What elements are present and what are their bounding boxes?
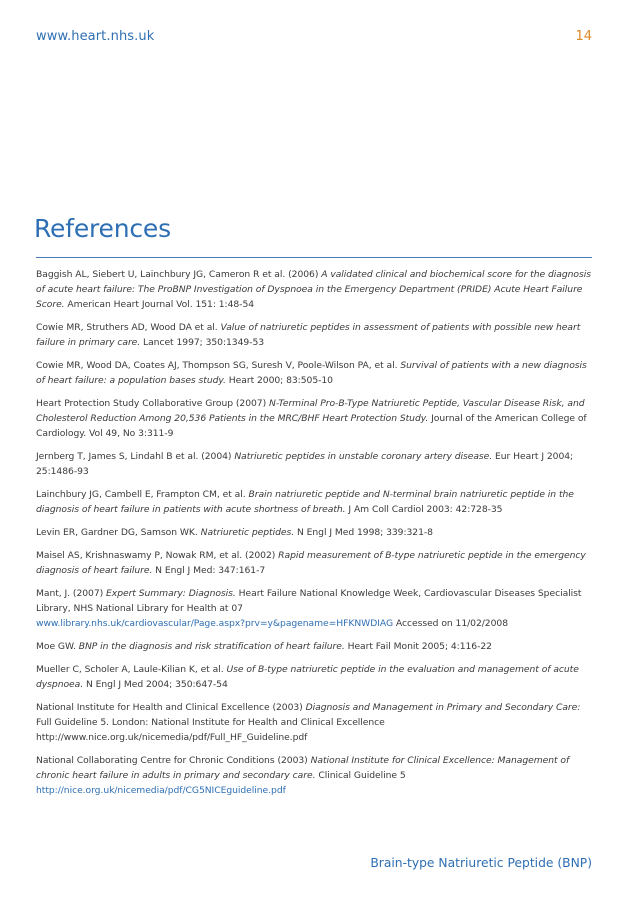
- title-divider: [36, 257, 592, 258]
- reference-source: Journal of the American College of Cardiology. Vol 49, No 3:311-9: [36, 413, 587, 439]
- reference-title: Natriuretic peptides.: [200, 527, 295, 538]
- reference-item: [36, 396, 596, 441]
- reference-link[interactable]: http://nice.org.uk/nicemedia/pdf/CG5NICEguideline.pdf: [36, 785, 286, 796]
- reference-authors: Lainchbury JG, Cambell E, Frampton CM, et al.: [36, 489, 249, 500]
- reference-title: National Institute for Clinical Excellence: Management of chronic heart failure in adults in primary and secondary care.: [36, 755, 570, 781]
- reference-source: Heart 2000; 83:505-10: [225, 375, 333, 386]
- reference-authors: Baggish AL, Siebert U, Lainchbury JG, Cameron R et al. (2006): [36, 269, 322, 280]
- reference-item: [36, 487, 596, 517]
- reference-source: American Heart Journal Vol. 151: 1:48-54: [64, 299, 255, 310]
- reference-authors: Jernberg T, James S, Lindahl B et al. (2004): [36, 451, 235, 462]
- page-title: References: [34, 214, 171, 243]
- reference-authors: Heart Protection Study Collaborative Group (2007): [36, 398, 269, 409]
- reference-title: Rapid measurement of B-type natriuretic peptide in the emergency diagnosis of heart failure.: [36, 550, 586, 576]
- reference-title: Value of natriuretic peptides in assessment of patients with possible new heart failure in primary care.: [36, 322, 581, 348]
- reference-authors: Mant, J. (2007): [36, 588, 107, 599]
- reference-title: BNP in the diagnosis and risk stratification of heart failure.: [78, 641, 345, 652]
- reference-title: N-Terminal Pro-B-Type Natriuretic Peptide, Vascular Disease Risk, and Cholesterol Reduction Among 20,536 Patients in the MRC/BHF Heart Protection Study.: [36, 398, 585, 424]
- reference-authors: Mueller C, Scholer A, Laule-Kilian K, et al.: [36, 664, 227, 675]
- footer-title: Brain-type Natriuretic Peptide (BNP): [370, 856, 592, 870]
- reference-source: N Engl J Med 1998; 339:321-8: [294, 527, 433, 538]
- reference-authors: National Collaborating Centre for Chronic Conditions (2003): [36, 755, 311, 766]
- page-number: 14: [575, 29, 592, 44]
- reference-source: Heart Failure National Knowledge Week, Cardiovascular Diseases Specialist Library, NHS National Library for Health at 07: [36, 588, 582, 614]
- reference-item: [36, 639, 596, 654]
- reference-item: [36, 662, 596, 692]
- reference-authors: Levin ER, Gardner DG, Samson WK.: [36, 527, 201, 538]
- reference-item: [36, 586, 596, 631]
- reference-title: Expert Summary: Diagnosis.: [106, 588, 236, 599]
- reference-accessed: Accessed on 11/02/2008: [393, 618, 508, 629]
- reference-title: A validated clinical and biochemical score for the diagnosis of acute heart failure: The ProBNP Investigation of Dyspnoea in the Emergency Department (PRIDE) Acute Heart Failure Score.: [36, 269, 591, 310]
- reference-item: [36, 753, 596, 798]
- reference-authors: Maisel AS, Krishnaswamy P, Nowak RM, et al. (2002): [36, 550, 279, 561]
- reference-authors: Cowie MR, Struthers AD, Wood DA et al.: [36, 322, 221, 333]
- reference-item: [36, 700, 596, 745]
- header-url[interactable]: www.heart.nhs.uk: [36, 29, 155, 44]
- reference-item: [36, 449, 596, 479]
- reference-item: [36, 358, 596, 388]
- reference-source: Lancet 1997; 350:1349-53: [140, 337, 265, 348]
- reference-title: Brain natriuretic peptide and N-terminal brain natriuretic peptide in the diagnosis of heart failure in patients with acute shortness of breath.: [36, 489, 574, 515]
- reference-authors: Cowie MR, Wood DA, Coates AJ, Thompson SG, Suresh V, Poole-Wilson PA, et al.: [36, 360, 401, 371]
- reference-url-text: http://www.nice.org.uk/nicemedia/pdf/Full_HF_Guideline.pdf: [36, 732, 308, 743]
- reference-source: J Am Coll Cardiol 2003: 42:728-35: [345, 504, 503, 515]
- reference-source: N Engl J Med 2004; 350:647-54: [83, 679, 228, 690]
- reference-title: Diagnosis and Management in Primary and Secondary Care:: [305, 702, 581, 713]
- reference-authors: Moe GW.: [36, 641, 79, 652]
- reference-authors: National Institute for Health and Clinical Excellence (2003): [36, 702, 306, 713]
- reference-title: Use of B-type natriuretic peptide in the evaluation and management of acute dyspnoea.: [36, 664, 579, 690]
- reference-item: [36, 320, 596, 350]
- reference-source: Full Guideline 5. London: National Institute for Health and Clinical Excellence: [36, 717, 385, 728]
- reference-item: [36, 548, 596, 578]
- reference-title: Survival of patients with a new diagnosis of heart failure: a population bases study.: [36, 360, 587, 386]
- reference-source: Heart Fail Monit 2005; 4:116-22: [344, 641, 492, 652]
- reference-source: Clinical Guideline 5: [315, 770, 406, 781]
- reference-item: [36, 525, 596, 540]
- reference-item: [36, 267, 596, 312]
- reference-title: Natriuretic peptides in unstable coronary artery disease.: [234, 451, 493, 462]
- reference-list: [36, 267, 596, 806]
- reference-source: Eur Heart J 2004; 25:1486-93: [36, 451, 574, 477]
- reference-source: N Engl J Med: 347:161-7: [152, 565, 266, 576]
- reference-link[interactable]: www.library.nhs.uk/cardiovascular/Page.aspx?prv=y&pagename=HFKNWDIAG: [36, 618, 394, 629]
